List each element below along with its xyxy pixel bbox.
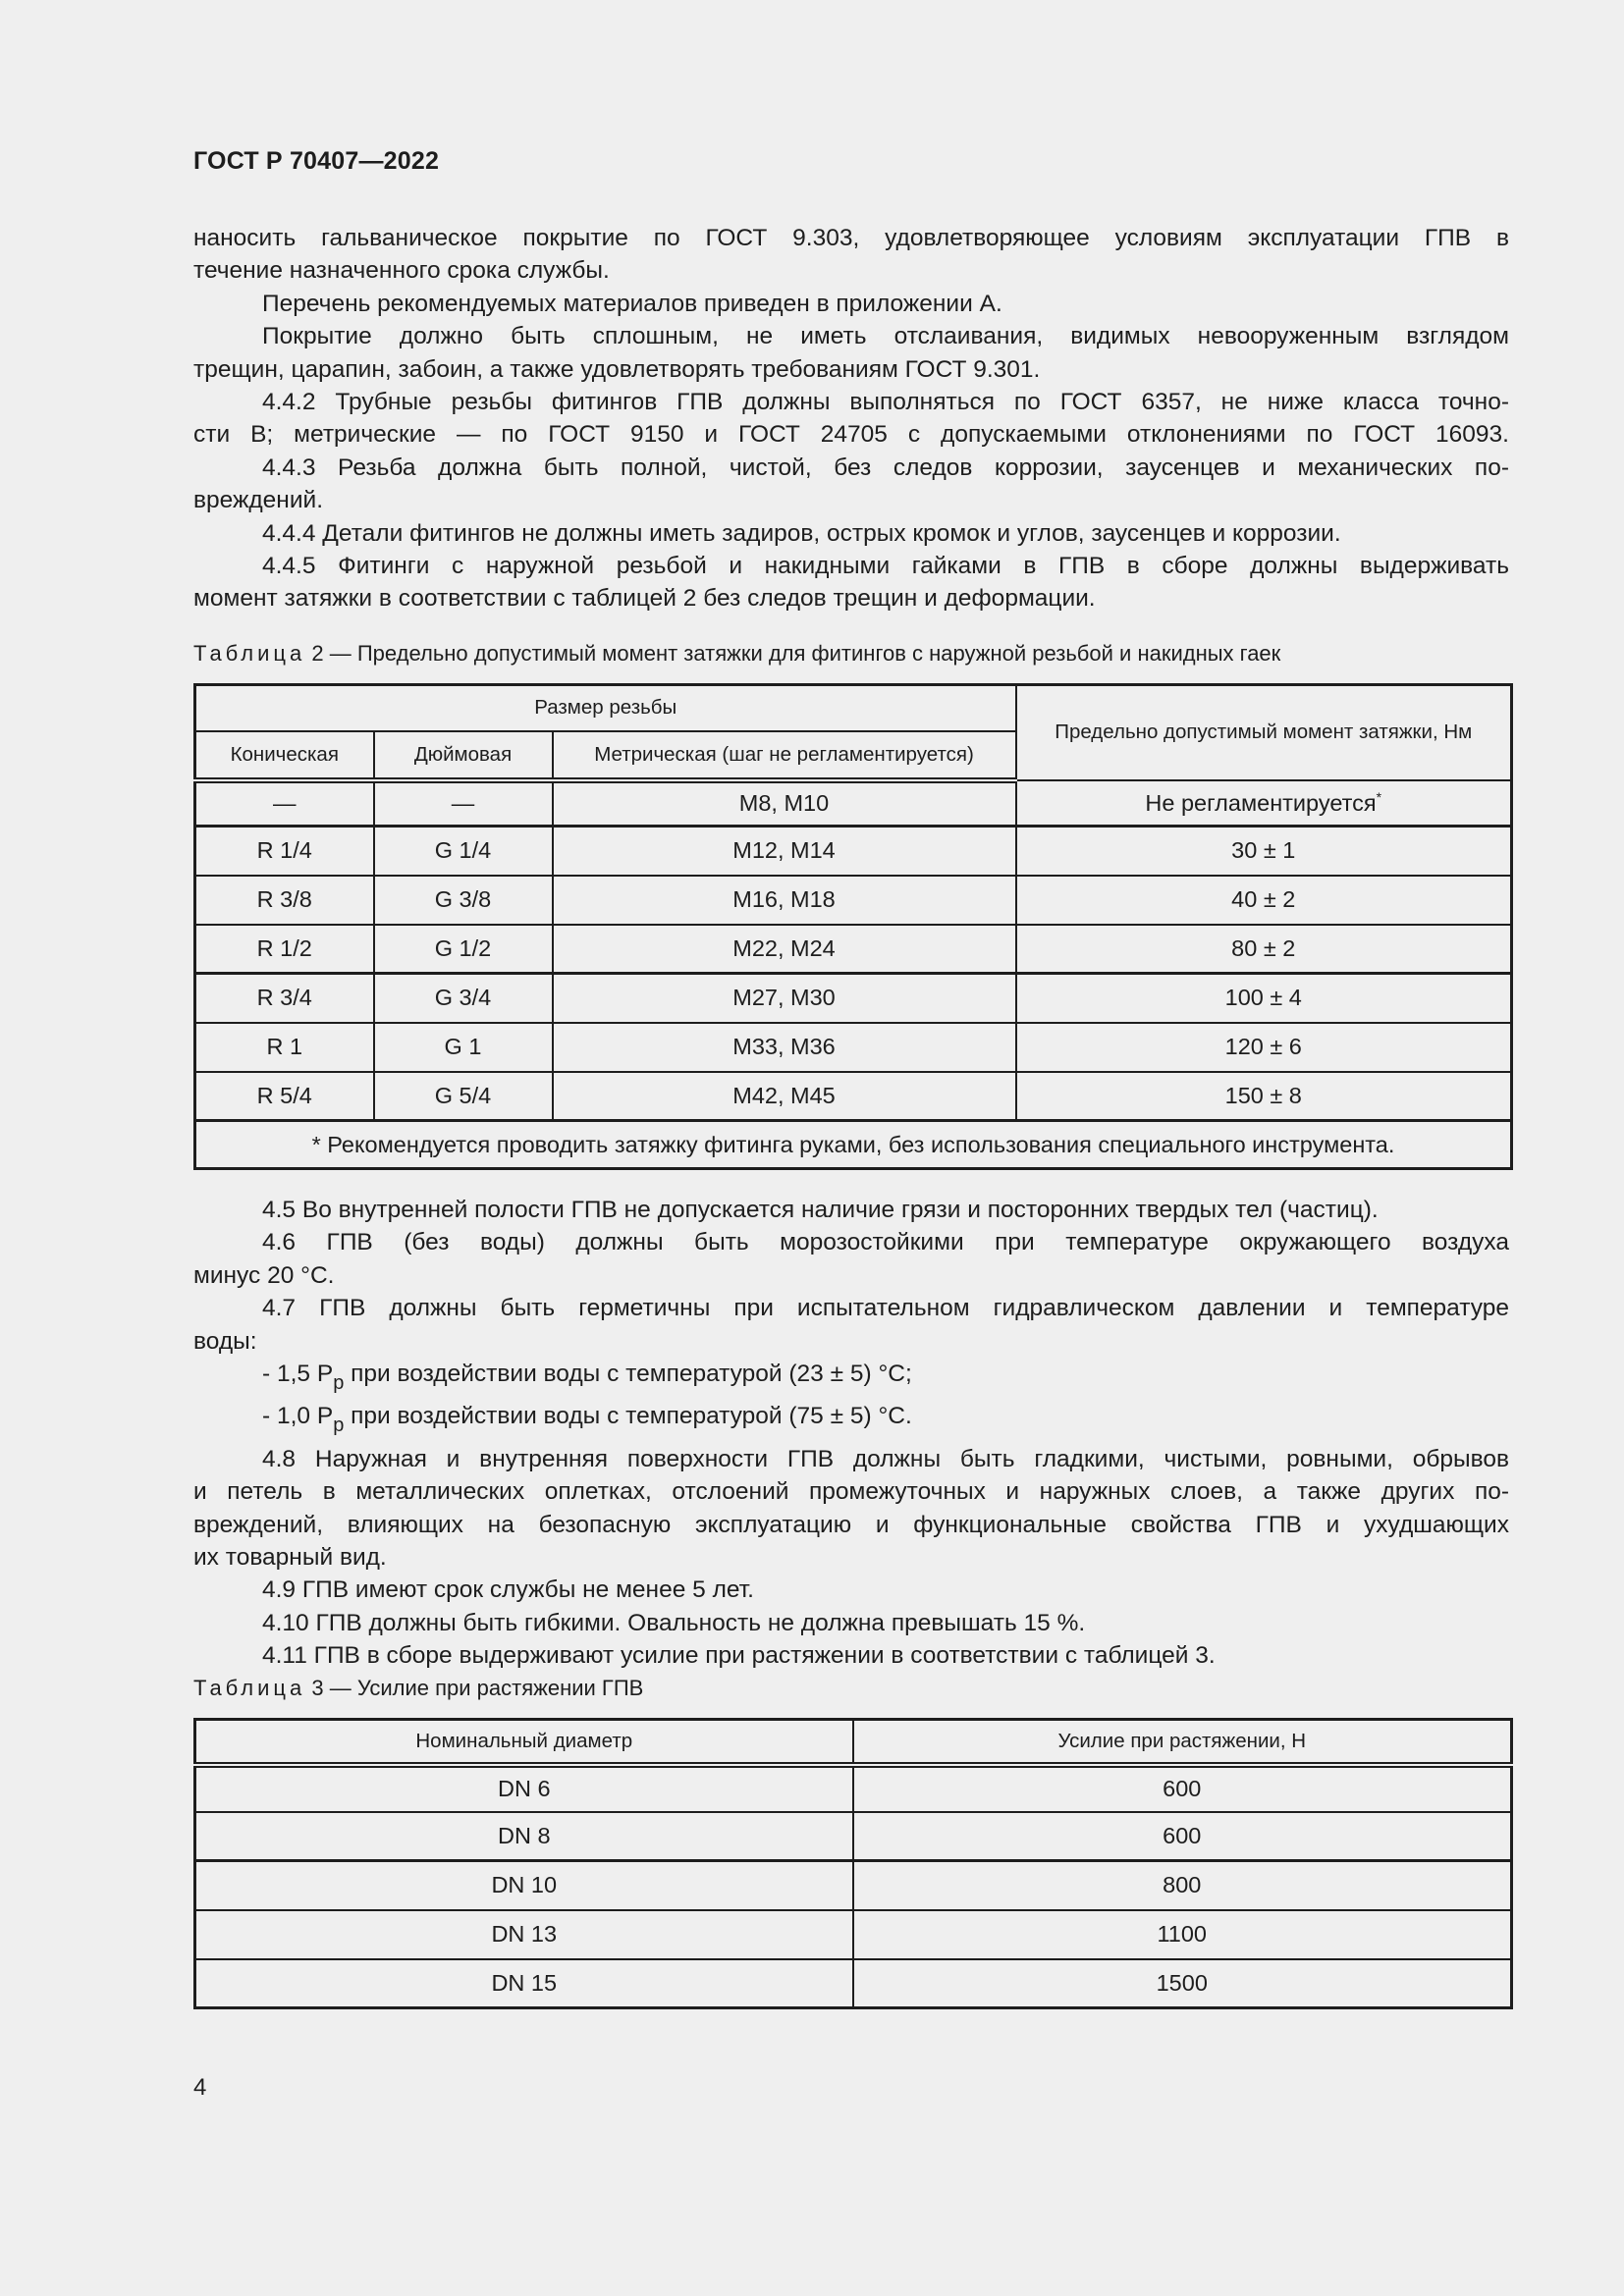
list-item xyxy=(193,1400,1509,1442)
table-cell: 600 xyxy=(853,1765,1512,1812)
table-cell xyxy=(1016,780,1512,827)
table-cell: R 3/4 xyxy=(195,974,374,1023)
table-cell: M16, M18 xyxy=(553,876,1016,925)
text-line: воды: xyxy=(193,1327,257,1355)
table-cell: G 3/8 xyxy=(374,876,553,925)
text-line: и петель в металлических оплетках, отслоений промежуточных и наружных слоев, а также других по- xyxy=(193,1478,1509,1506)
table3-caption-label: Таблица xyxy=(193,1676,306,1700)
table-row xyxy=(195,1959,1512,2008)
table2-header-metric: Метрическая (шаг не регламентируется) xyxy=(553,731,1016,780)
subscript: p xyxy=(333,1415,345,1437)
table2-group-header: Размер резьбы xyxy=(195,685,1016,731)
table-cell: 30 ± 1 xyxy=(1016,827,1512,876)
text-line: 4.4.4 Детали фитингов не должны иметь задиров, острых кромок и углов, заусенцев и коррозии. xyxy=(262,519,1341,547)
table-cell: 1100 xyxy=(853,1910,1512,1959)
text-line: 4.9 ГПВ имеют срок службы не менее 5 лет. xyxy=(262,1576,754,1604)
table-row xyxy=(195,1812,1512,1861)
table2-caption-text: 2 — Предельно допустимый момент затяжки для фитингов с наружной резьбой и накидных гаек xyxy=(305,641,1281,666)
list-item xyxy=(193,1358,1509,1400)
table3-header-diameter: Номинальный диаметр xyxy=(195,1720,853,1765)
table-cell: M22, M24 xyxy=(553,925,1016,974)
table-cell: G 3/4 xyxy=(374,974,553,1023)
text-line: 4.7 ГПВ должны быть герметичны при испытательном гидравлическом давлении и температуре xyxy=(262,1295,1509,1322)
page-number: 4 xyxy=(193,2074,207,2101)
table-cell: R 5/4 xyxy=(195,1072,374,1121)
table-row xyxy=(195,780,1512,827)
text-line: 4.6 ГПВ (без воды) должны быть морозостойкими при температуре окружающего воздуха xyxy=(262,1229,1509,1256)
text-line: минус 20 °С. xyxy=(193,1261,335,1289)
table-cell: 600 xyxy=(853,1812,1512,1861)
table-cell: 40 ± 2 xyxy=(1016,876,1512,925)
text-line: вреждений, влияющих на безопасную эксплуатацию и функциональные свойства ГПВ и ухудшающих xyxy=(193,1511,1509,1538)
table-row xyxy=(195,876,1512,925)
table-cell: R 3/8 xyxy=(195,876,374,925)
intro-text xyxy=(193,222,1509,615)
document-header: ГОСТ Р 70407—2022 xyxy=(193,147,440,175)
table-cell: 150 ± 8 xyxy=(1016,1072,1512,1121)
text-line: 4.5 Во внутренней полости ГПВ не допускается наличие грязи и посторонних твердых тел (частиц). xyxy=(262,1197,1379,1223)
text-line: течение назначенного срока службы. xyxy=(193,257,610,285)
table-cell: G 1 xyxy=(374,1023,553,1072)
table-cell: DN 8 xyxy=(195,1812,853,1861)
table2 xyxy=(193,683,1513,1170)
table-cell: 120 ± 6 xyxy=(1016,1023,1512,1072)
body-text xyxy=(193,1194,1509,1673)
table-row xyxy=(195,1072,1512,1121)
table-cell: R 1 xyxy=(195,1023,374,1072)
table-cell: — xyxy=(195,780,374,827)
table-cell: G 5/4 xyxy=(374,1072,553,1121)
text-line: их товарный вид. xyxy=(193,1544,387,1572)
table-cell: 1500 xyxy=(853,1959,1512,2008)
table-cell: 100 ± 4 xyxy=(1016,974,1512,1023)
table-row xyxy=(195,1910,1512,1959)
text-line: сти В; метрические — по ГОСТ 9150 и ГОСТ 24705 с допускаемыми отклонениями по ГОСТ 16093. xyxy=(193,421,1509,449)
list-item-prefix: - 1,0 P xyxy=(262,1403,334,1430)
text-line: момент затяжки в соответствии с таблицей 2 без следов трещин и деформации. xyxy=(193,585,1096,613)
table-cell: 800 xyxy=(853,1861,1512,1910)
table-cell-text: Не регламентируется xyxy=(1145,789,1377,816)
table-cell: M42, M45 xyxy=(553,1072,1016,1121)
table-cell: DN 15 xyxy=(195,1959,853,2008)
table-footnote-row xyxy=(195,1121,1512,1169)
table-row xyxy=(195,1861,1512,1910)
table-cell: R 1/4 xyxy=(195,827,374,876)
text-line: 4.10 ГПВ должны быть гибкими. Овальность не должна превышать 15 %. xyxy=(262,1609,1086,1636)
table-cell: R 1/2 xyxy=(195,925,374,974)
table-cell: M33, M36 xyxy=(553,1023,1016,1072)
table-cell: M27, M30 xyxy=(553,974,1016,1023)
subscript: p xyxy=(333,1372,345,1395)
text-line: наносить гальваническое покрытие по ГОСТ 9.303, удовлетворяющее условиям эксплуатации ГПВ в xyxy=(193,225,1509,251)
text-line: Перечень рекомендуемых материалов приведен в приложении А. xyxy=(262,290,1002,317)
table-cell: M12, M14 xyxy=(553,827,1016,876)
table-row xyxy=(195,974,1512,1023)
table-cell: DN 6 xyxy=(195,1765,853,1812)
table-cell: DN 13 xyxy=(195,1910,853,1959)
table-row xyxy=(195,925,1512,974)
text-line: трещин, царапин, забоин, а также удовлетворять требованиям ГОСТ 9.301. xyxy=(193,355,1041,383)
table3-caption xyxy=(193,1675,643,1702)
table-cell: G 1/2 xyxy=(374,925,553,974)
text-line: 4.8 Наружная и внутренняя поверхности ГПВ должны быть гладкими, чистыми, ровными, обрывов xyxy=(262,1445,1509,1472)
table-row xyxy=(195,1023,1512,1072)
table2-header-conical: Коническая xyxy=(195,731,374,780)
table-row xyxy=(195,1765,1512,1812)
table-cell: — xyxy=(374,780,553,827)
text-line: 4.4.3 Резьба должна быть полной, чистой, без следов коррозии, заусенцев и механических по- xyxy=(262,454,1509,481)
text-line: 4.4.2 Трубные резьбы фитингов ГПВ должны выполняться по ГОСТ 6357, не ниже класса точно- xyxy=(262,389,1509,416)
list-item-text: при воздействии воды с температурой (23 ± 5) °С; xyxy=(344,1361,912,1388)
table3-caption-text: 3 — Усилие при растяжении ГПВ xyxy=(305,1676,644,1700)
table2-header-inch: Дюймовая xyxy=(374,731,553,780)
footnote-mark: * xyxy=(1376,788,1382,805)
table-row xyxy=(195,827,1512,876)
table2-caption-label: Таблица xyxy=(193,641,306,666)
list-item-text: при воздействии воды с температурой (75 ± 5) °С. xyxy=(344,1403,912,1430)
table3-header-force: Усилие при растяжении, Н xyxy=(853,1720,1512,1765)
table-cell: G 1/4 xyxy=(374,827,553,876)
list-item-prefix: - 1,5 P xyxy=(262,1361,334,1388)
table-cell: M8, M10 xyxy=(553,780,1016,827)
text-line: Покрытие должно быть сплошным, не иметь отслаивания, видимых невооруженным взглядом xyxy=(262,323,1509,350)
text-line: 4.4.5 Фитинги с наружной резьбой и накидными гайками в ГПВ в сборе должны выдерживать xyxy=(262,553,1509,580)
table3 xyxy=(193,1718,1513,2009)
table-cell: 80 ± 2 xyxy=(1016,925,1512,974)
text-line: 4.11 ГПВ в сборе выдерживают усилие при растяжении в соответствии с таблицей 3. xyxy=(262,1642,1216,1670)
table-cell: DN 10 xyxy=(195,1861,853,1910)
text-line: вреждений. xyxy=(193,487,324,514)
table2-caption xyxy=(193,640,1280,667)
table2-footnote: * Рекомендуется проводить затяжку фитинга руками, без использования специального инструмента. xyxy=(195,1121,1512,1169)
table2-header-torque: Предельно допустимый момент затяжки, Нм xyxy=(1016,685,1512,780)
